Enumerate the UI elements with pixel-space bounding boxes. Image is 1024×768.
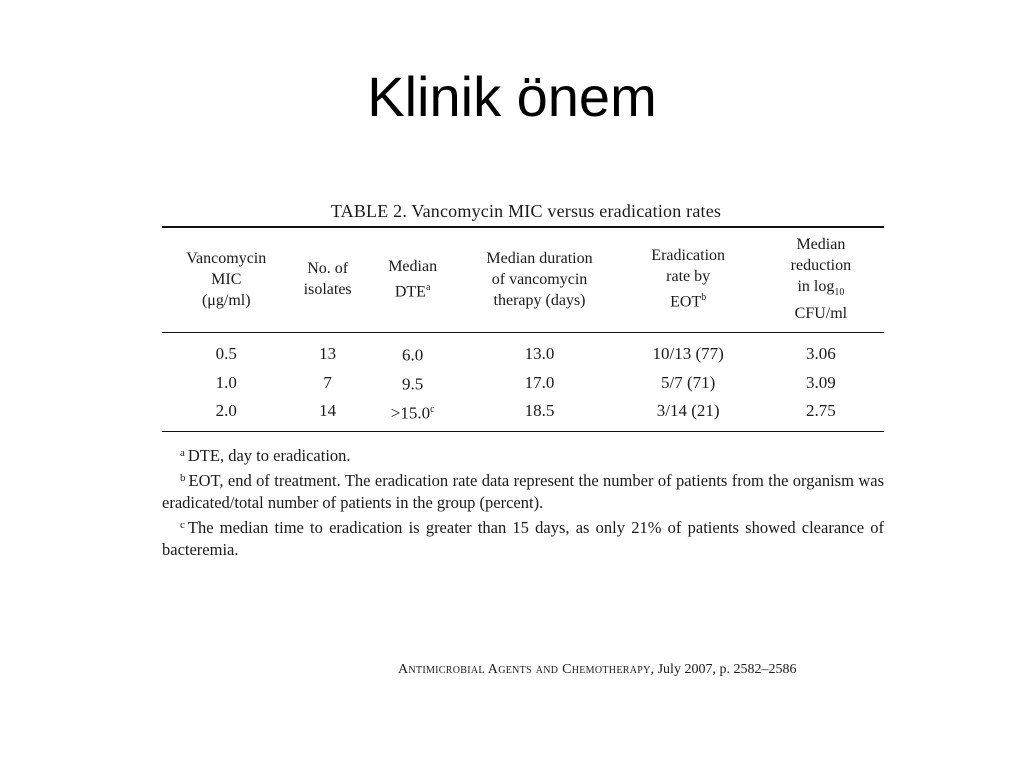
mic-table (162, 228, 884, 431)
bottom-rule (162, 431, 884, 432)
cell-isolates: 14 (319, 401, 337, 421)
table-caption: TABLE 2. Vancomycin MIC versus eradication rates (330, 201, 722, 221)
cell-median-dte: >15.0$^c$ (390, 403, 435, 423)
journal-name: Antimicrobial Agents and Chemotherapy (398, 662, 651, 677)
footnote-b: $^b$ EOT, end of treatment. The eradication rate data represent the number of patients from the organism was eradicated/total number of patients in the group (percent). (162, 471, 884, 513)
cell-median-dte: 6.0 (402, 345, 424, 365)
cell-median-duration: 13.0 (524, 344, 555, 364)
table-row (162, 397, 884, 432)
header-no-of-isolates: No. of isolates (303, 260, 352, 299)
table-figure (162, 196, 884, 561)
cell-median-duration: 17.0 (524, 372, 555, 392)
cell-median-reduction: 3.06 (806, 344, 836, 364)
cell-median-reduction: 3.09 (806, 372, 836, 392)
citation-details: , July 2007, p. 2582–2586 (650, 662, 797, 677)
slide-title: Klinik önem (367, 65, 657, 128)
cell-mic: 1.0 (215, 372, 237, 392)
cell-eradication-rate: 10/13 (77) (652, 344, 724, 364)
cell-isolates: 13 (319, 344, 337, 364)
source-citation (398, 662, 968, 678)
cell-mic: 2.0 (215, 401, 237, 421)
table-row (162, 333, 884, 368)
cell-median-duration: 18.5 (524, 401, 555, 421)
cell-median-reduction: 2.75 (806, 401, 836, 421)
cell-eradication-rate: 5/7 (71) (661, 372, 716, 392)
header-median-duration: Median duration of vancomycin therapy (days) (486, 249, 593, 309)
footnote-c: $^c$ The median time to eradication is greater than 15 days, as only 21% of patients showed clearance of bacteremia. (162, 518, 884, 560)
header-vancomycin-mic: Vancomycin MIC (μg/ml) (186, 249, 267, 309)
header-median-dte: Median DTE$^a$ (388, 257, 438, 301)
header-median-reduction: Median reduction in $\log_{10}$ CFU/ml (790, 236, 852, 323)
cell-mic: 0.5 (215, 344, 237, 364)
header-eradication-rate: Eradication rate by EOT$^b$ (651, 247, 726, 311)
cell-isolates: 7 (323, 372, 332, 392)
footnote-a: $^a$ DTE, day to eradication. (180, 446, 351, 466)
cell-eradication-rate: 3/14 (21) (656, 401, 720, 421)
table-row (162, 368, 884, 397)
table-header-row (162, 228, 884, 332)
table-footnotes (162, 442, 884, 561)
cell-median-dte: 9.5 (402, 374, 424, 394)
